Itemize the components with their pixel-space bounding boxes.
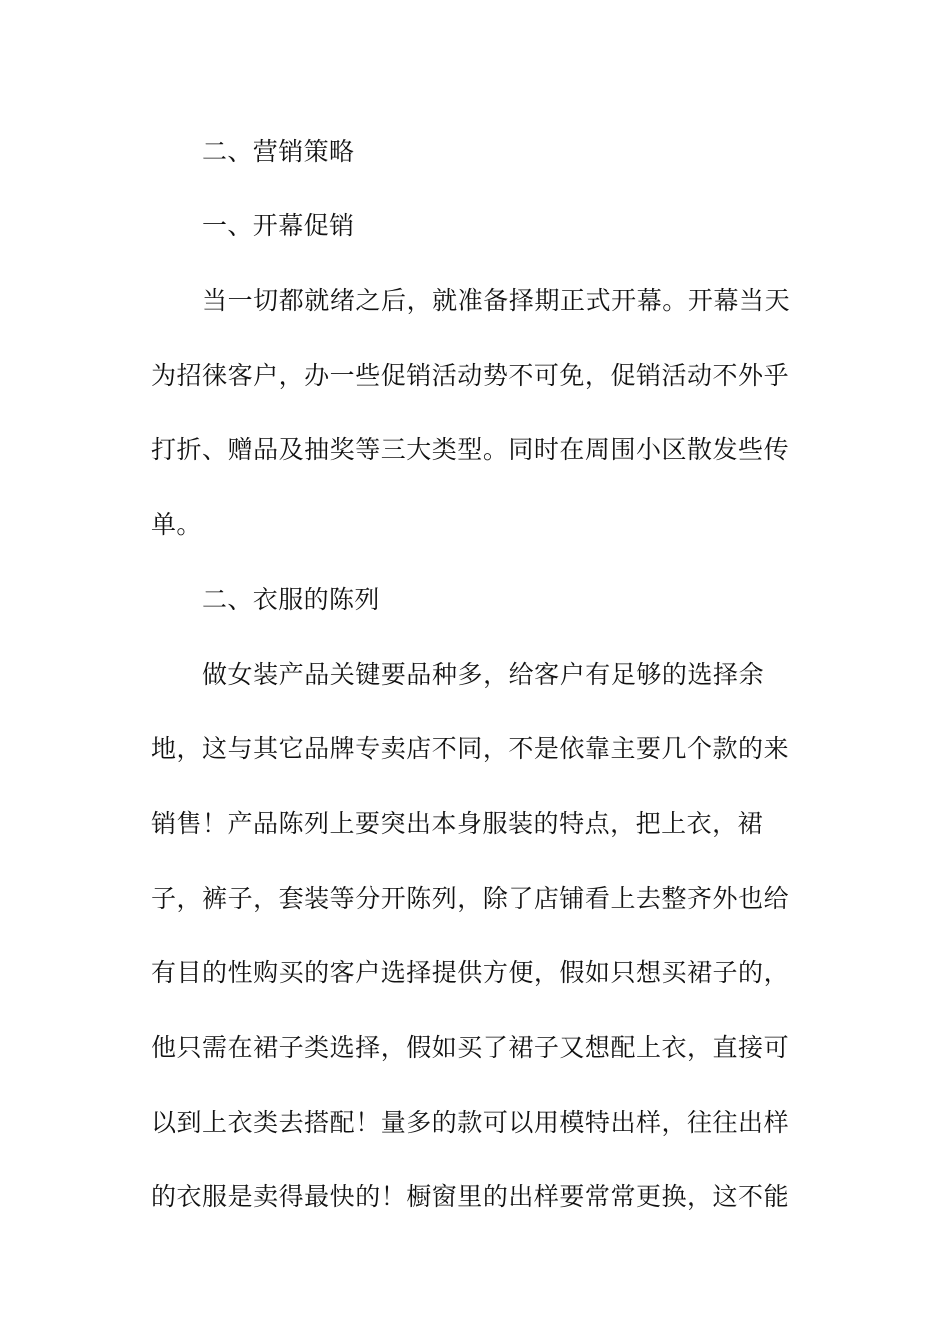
paragraph-line: 做女装产品关键要品种多，给客户有足够的选择余 — [202, 660, 764, 689]
paragraph-line: 销售！产品陈列上要突出本身服装的特点，把上衣，裙 — [151, 809, 763, 838]
paragraph-line: 地，这与其它品牌专卖店不同，不是依靠主要几个款的来 — [151, 734, 789, 763]
paragraph-line: 有目的性购买的客户选择提供方便，假如只想买裙子的， — [151, 958, 789, 987]
paragraph-line: 为招徕客户，办一些促销活动势不可免，促销活动不外乎 — [151, 361, 789, 390]
paragraph-line: 当一切都就绪之后，就准备择期正式开幕。开幕当天 — [202, 286, 790, 315]
paragraph-line: 子，裤子，套装等分开陈列，除了店铺看上去整齐外也给 — [151, 884, 789, 913]
paragraph-line: 他只需在裙子类选择，假如买了裙子又想配上衣，直接可 — [151, 1033, 789, 1062]
paragraph-line: 打折、赠品及抽奖等三大类型。同时在周围小区散发些传 — [151, 435, 789, 464]
section-heading-marketing-strategy: 二、营销策略 — [202, 137, 355, 166]
subsection-heading-opening-promotion: 一、开幕促销 — [202, 211, 355, 240]
paragraph-line: 的衣服是卖得最快的！橱窗里的出样要常常更换，这不能 — [151, 1182, 789, 1211]
paragraph-line: 单。 — [151, 510, 202, 539]
subsection-heading-clothing-display: 二、衣服的陈列 — [202, 585, 380, 614]
paragraph-line: 以到上衣类去搭配！量多的款可以用模特出样，往往出样 — [151, 1108, 789, 1137]
